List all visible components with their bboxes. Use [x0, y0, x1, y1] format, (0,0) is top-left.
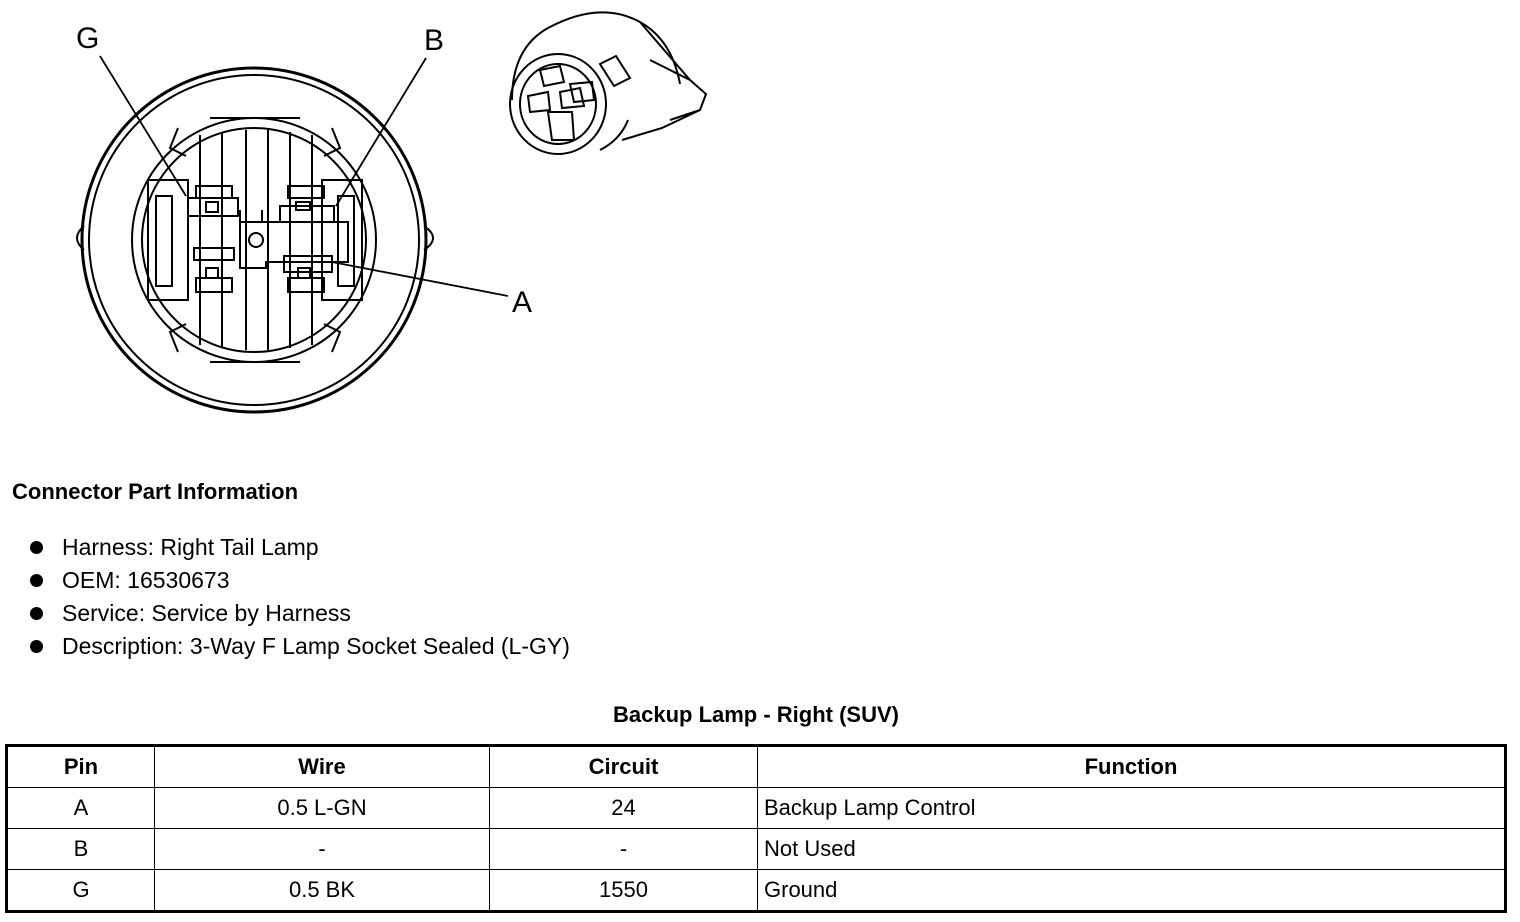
- list-item-text: Harness: Right Tail Lamp: [62, 534, 319, 560]
- connector-info-list: [26, 532, 570, 664]
- connector-face-view-icon: [77, 68, 433, 412]
- callout-label: A: [512, 286, 533, 319]
- column-header: Wire: [155, 746, 490, 788]
- list-item: [26, 631, 570, 664]
- list-item: [26, 598, 570, 631]
- list-item-text: Description: 3-Way F Lamp Socket Sealed (L-GY): [62, 633, 570, 659]
- table-title: Backup Lamp - Right (SUV): [612, 702, 899, 727]
- bullet-icon: [30, 574, 43, 587]
- table-cell: 24: [490, 788, 758, 829]
- table-cell: 1550: [490, 870, 758, 912]
- connector-info-heading: Connector Part Information: [12, 479, 299, 504]
- column-header: Pin: [7, 746, 155, 788]
- bullet-icon: [30, 640, 43, 653]
- callout-label: G: [76, 22, 100, 55]
- table-cell: 0.5 L-GN: [155, 788, 490, 829]
- table-cell: 0.5 BK: [155, 870, 490, 912]
- table-cell: Ground: [758, 870, 1506, 912]
- pin-table: [5, 744, 1507, 913]
- table-cell: -: [490, 829, 758, 870]
- column-header: Circuit: [490, 746, 758, 788]
- table-row: [7, 829, 1506, 870]
- table-cell: Backup Lamp Control: [758, 788, 1506, 829]
- table-cell: A: [7, 788, 155, 829]
- table-row: [7, 870, 1506, 912]
- bullet-icon: [30, 541, 43, 554]
- table-cell: -: [155, 829, 490, 870]
- bullet-icon: [30, 607, 43, 620]
- list-item-text: OEM: 16530673: [62, 567, 230, 593]
- list-item: [26, 532, 570, 565]
- table-cell: B: [7, 829, 155, 870]
- table-header-row: [7, 746, 1506, 788]
- connector-diagram: [0, 0, 760, 420]
- lamp-socket-isometric-icon: [510, 12, 706, 154]
- list-item-text: Service: Service by Harness: [62, 600, 351, 626]
- list-item: [26, 565, 570, 598]
- table-row: [7, 788, 1506, 829]
- column-header: Function: [758, 746, 1506, 788]
- callout-label: B: [424, 24, 445, 57]
- table-cell: G: [7, 870, 155, 912]
- table-cell: Not Used: [758, 829, 1506, 870]
